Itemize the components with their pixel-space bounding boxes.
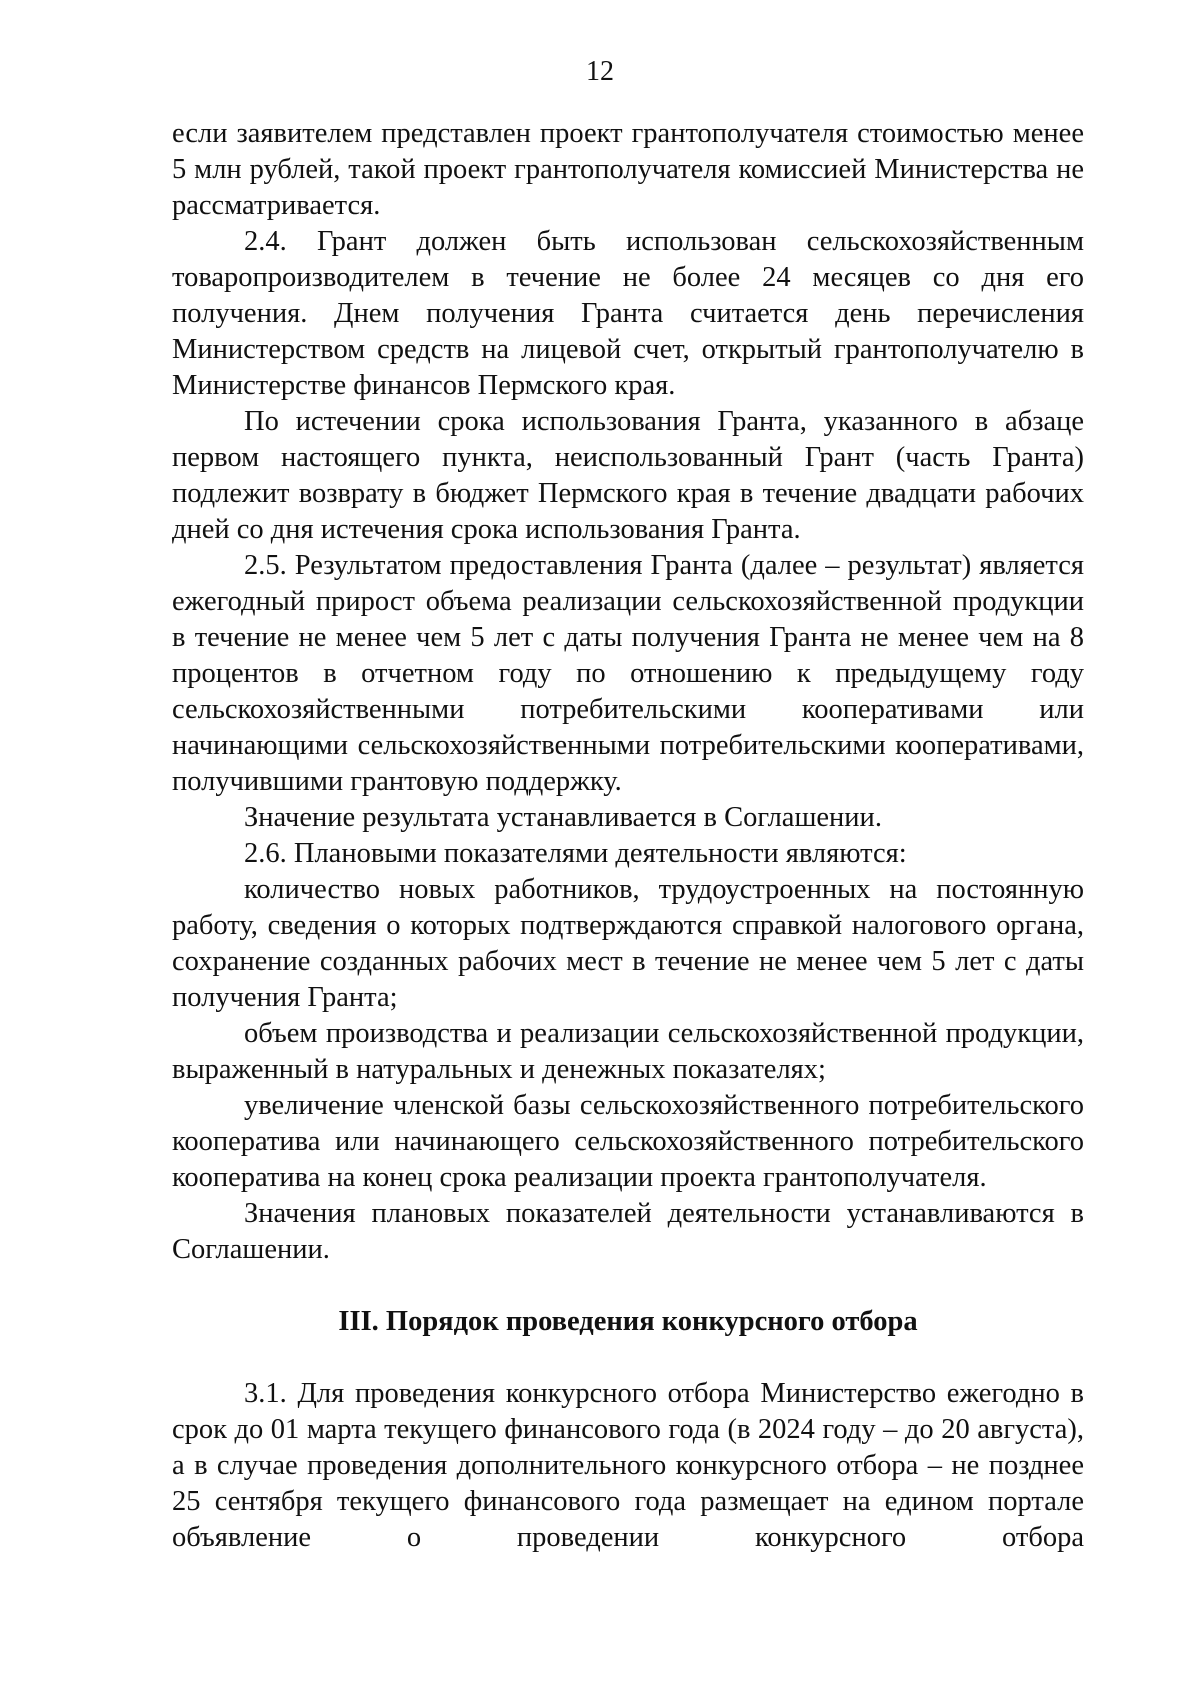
section-heading: III. Порядок проведения конкурсного отбора xyxy=(338,1306,918,1337)
paragraph: Значение результата устанавливается в Соглашении. xyxy=(244,802,882,833)
paragraph: 2.6. Плановыми показателями деятельности являются: xyxy=(244,838,907,869)
paragraph: Значения плановых показателей деятельности устанавливаются в Соглашении. xyxy=(172,1198,1084,1265)
paragraph: 2.5. Результатом предоставления Гранта (далее – результат) является ежегодный прирост объема реализации сельскохозяйственной продукции в течение не менее чем 5 лет с даты получения Гранта не менее чем на 8 процентов в отчетном году по отношению к предыдущему году сельскохозяйственными потребительскими кооперативами или начинающими сельскохозяйственными потребительскими кооперативами, получившими грантовую поддержку. xyxy=(172,550,1084,797)
document-body xyxy=(172,116,1084,1556)
paragraph: 2.4. Грант должен быть использован сельскохозяйственным товаропроизводителем в течение не более 24 месяцев со дня его получения. Днем получения Гранта считается день перечисления Министерством средств на лицевой счет, открытый грантополучателю в Министерстве финансов Пермского края. xyxy=(172,226,1084,401)
paragraph: 3.1. Для проведения конкурсного отбора Министерство ежегодно в срок до 01 марта текущего финансового года (в 2024 году – до 20 августа), а в случае проведения дополнительного конкурсного отбора – не позднее 25 сентября текущего финансового года размещает на едином портале объявление о проведении конкурсного отбора xyxy=(172,1378,1084,1553)
paragraph: По истечении срока использования Гранта, указанного в абзаце первом настоящего пункта, неиспользованный Грант (часть Гранта) подлежит возврату в бюджет Пермского края в течение двадцати рабочих дней со дня истечения срока использования Гранта. xyxy=(172,406,1084,545)
page-number: 12 xyxy=(586,56,614,87)
paragraph: увеличение членской базы сельскохозяйственного потребительского кооператива или начинающего сельскохозяйственного потребительского кооператива на конец срока реализации проекта грантополучателя. xyxy=(172,1090,1084,1193)
paragraph: объем производства и реализации сельскохозяйственной продукции, выраженный в натуральных и денежных показателях; xyxy=(172,1018,1084,1085)
paragraph: если заявителем представлен проект грантополучателя стоимостью менее 5 млн рублей, такой проект грантополучателя комиссией Министерства не рассматривается. xyxy=(172,118,1084,221)
paragraph: количество новых работников, трудоустроенных на постоянную работу, сведения о которых подтверждаются справкой налогового органа, сохранение созданных рабочих мест в течение не менее чем 5 лет с даты получения Гранта; xyxy=(172,874,1084,1013)
